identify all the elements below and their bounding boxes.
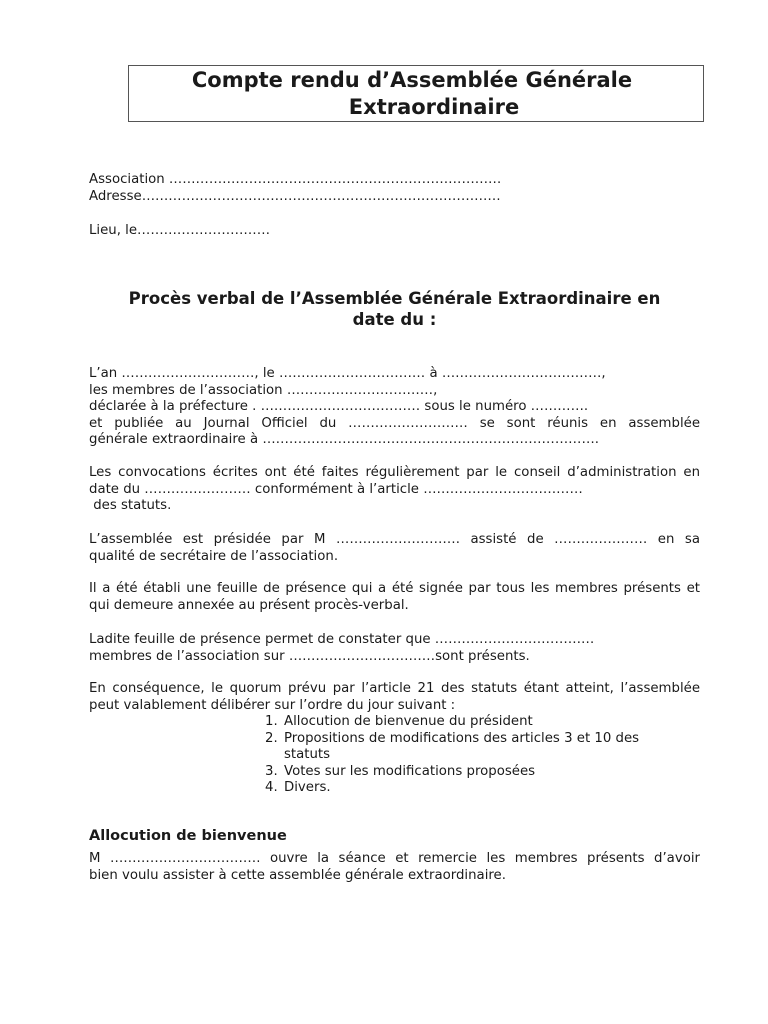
section-heading-welcome: Allocution de bienvenue xyxy=(89,828,287,844)
paragraph-quorum xyxy=(89,681,700,714)
paragraph-text: Il a été établi une feuille de présence qui a été signée par tous les membres présents et qui demeure annexée au présent procès-verbal. xyxy=(89,581,700,613)
place-date-text: Lieu, le………………………… xyxy=(89,223,271,238)
paragraph-text: En conséquence, le quorum prévu par l’article 21 des statuts étant atteint, l’assemblée peut valablement délibérer sur l’ordre du jour suivant : xyxy=(89,681,700,713)
agenda-item: 2. Propositions de modifications des articles 3 et 10 des statuts xyxy=(265,730,640,762)
paragraph-line: bien voulu assister à cette assemblée générale extraordinaire. xyxy=(89,867,506,883)
paragraph-meeting-details xyxy=(89,366,700,449)
paragraph-line: les membres de l’association ……………………………, xyxy=(89,382,438,398)
agenda-item: 1. Allocution de bienvenue du président xyxy=(265,714,533,729)
agenda-item: 4. Divers. xyxy=(265,780,331,795)
paragraph-line: qualité de secrétaire de l’association. xyxy=(89,548,339,564)
minutes-title-line-1: Procès verbal de l’Assemblée Générale Extraordinaire en xyxy=(128,289,661,308)
minutes-title xyxy=(89,288,700,330)
paragraph-presidency xyxy=(89,532,700,565)
paragraph-line: Ladite feuille de présence permet de constater que ……………………………… xyxy=(89,632,595,647)
paragraph-line: générale extraordinaire à …………………………………………………………………. xyxy=(89,432,599,447)
address-field: Adresse……………………………………………………………………… xyxy=(89,188,501,204)
association-info xyxy=(89,172,700,205)
paragraph-line: des statuts. xyxy=(89,498,172,513)
agenda-item: 3. Votes sur les modifications proposées xyxy=(265,763,536,779)
paragraph-line: M ……………………………. ouvre la séance et remercie les membres présents d’avoir xyxy=(89,851,700,866)
paragraph-line: L’an …………………………, le …………………………… à ………………………………, xyxy=(89,366,606,381)
paragraph-line: Les convocations écrites ont été faites régulièrement par le conseil d’administration en xyxy=(89,465,700,480)
paragraph-line: date du …………………… conformément à l’article ……………………………… xyxy=(89,481,583,497)
paragraph-convocations xyxy=(89,465,700,515)
paragraph-attendance-count xyxy=(89,632,700,665)
title-line-2: Extraordinaire xyxy=(348,94,520,119)
minutes-title-line-2: date du : xyxy=(352,310,437,329)
paragraph-attendance-sheet xyxy=(89,581,700,614)
paragraph-line: L’assemblée est présidée par M ………………………. assisté de ………………… en sa xyxy=(89,532,700,547)
paragraph-line: membres de l’association sur ……………………………sont présents. xyxy=(89,648,530,664)
paragraph-welcome xyxy=(89,851,700,884)
place-date-field xyxy=(89,223,700,240)
document-title xyxy=(128,65,704,122)
agenda-list xyxy=(265,714,665,797)
association-field: Association ………………………………………………………………… xyxy=(89,172,502,187)
paragraph-line: déclarée à la préfecture . ……………………………… sous le numéro …………. xyxy=(89,399,589,414)
title-line-1: Compte rendu d’Assemblée Générale xyxy=(191,67,633,92)
paragraph-line: et publiée au Journal Officiel du ……………………… se sont réunis en assemblée xyxy=(89,415,700,431)
